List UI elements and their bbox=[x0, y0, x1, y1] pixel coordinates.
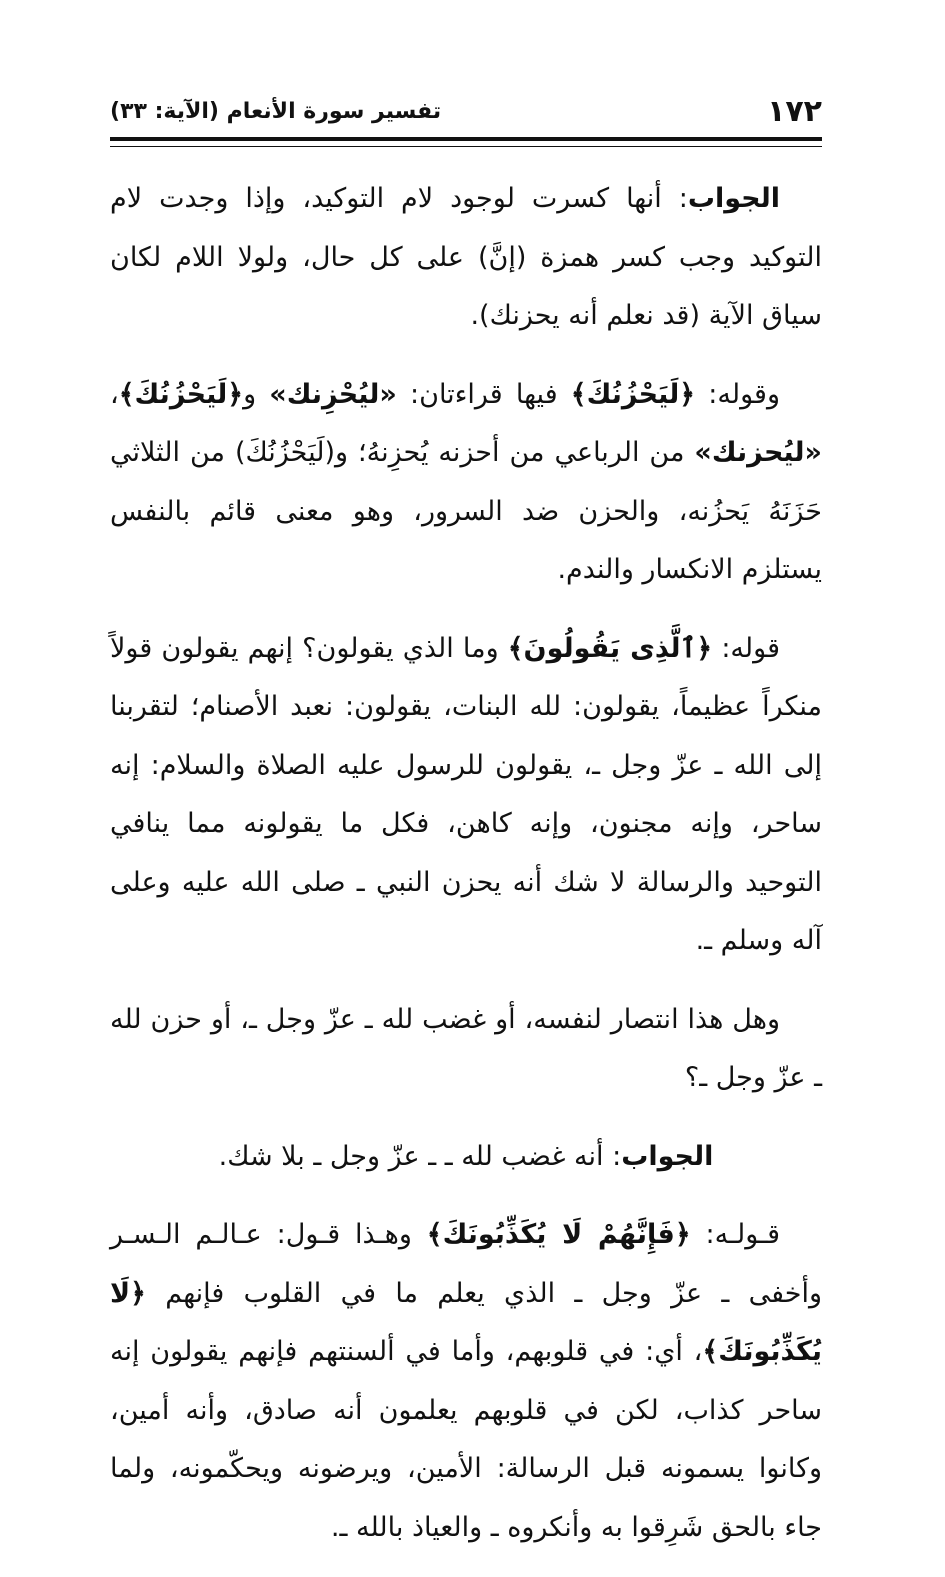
text-run: قوله: bbox=[712, 632, 780, 664]
quran-quote: ﴿لَيَحْزُنُكَ﴾ bbox=[118, 378, 244, 410]
page-header bbox=[110, 92, 822, 132]
text-run: و bbox=[243, 378, 270, 410]
text-run: قـولـه: bbox=[690, 1219, 781, 1250]
paragraph-p6 bbox=[110, 1206, 822, 1557]
paragraph-p2 bbox=[110, 366, 822, 600]
paragraph-p3 bbox=[110, 620, 822, 971]
text-run: من الرباعي من أحزنه يُحزِنهُ؛ و(لَيَحْزُنُكَ) من الثلاثي حَزَنَهُ يَحزُنه، والحزن ضد السرور، وهو معنى قائم بالنفس يستلزم الانكسار والندم. bbox=[110, 437, 822, 585]
text-run: وما الذي يقولون؟ إنهم يقولون قولاً منكراً عظيماً، يقولون: لله البنات، يقولون: نعبد الأصنام؛ لتقربنا إلى الله ـ عزّ وجل ـ، يقولون للرسول عليه الصلاة والسلام: إنه ساحر، وإنه مجنون، وإنه كاهن، فكل ما يقولونه مما ينافي التوحيد والرسالة لا شك أنه يحزن النبي ـ صلى الله عليه وعلى آله وسلم ـ. bbox=[110, 632, 822, 956]
quran-quote: ﴿فَإِنَّهُمْ لَا يُكَذِّبُونَكَ﴾ bbox=[426, 1219, 691, 1250]
quran-quote: ﴿ٱلَّذِى يَقُولُونَ﴾ bbox=[507, 632, 713, 664]
page-number: ١٧٢ bbox=[767, 94, 822, 129]
keyword-bold: الجواب bbox=[621, 1140, 714, 1172]
text-run: ، أي: في قلوبهم، وأما في ألسنتهم فإنهم يقولون إنه ساحر كذاب، لكن في قلوبهم يعلمون أنه صادق، وأنه أمين، وكانوا يسمونه قبل الرسالة: الأمين، ويرضونه ويحكّمونه، ولما جاء بالحق شَرِقوا به وأنكروه ـ والعياذ بالله ـ. bbox=[110, 1336, 822, 1543]
keyword-bold: «ليُحْزِنك» bbox=[269, 378, 397, 410]
quran-quote: ﴿لَا يُكَذِّبُونَكَ﴾ bbox=[110, 1277, 822, 1367]
paragraph-p1 bbox=[110, 170, 822, 346]
text-run: ، bbox=[110, 378, 119, 410]
paragraph-p4 bbox=[110, 991, 822, 1108]
body-text bbox=[110, 170, 822, 1577]
text-run: فيها قراءتان: bbox=[396, 378, 571, 410]
text-run: وهل هذا انتصار لنفسه، أو غضب لله ـ عزّ وجل ـ، أو حزن لله ـ عزّ وجل ـ؟ bbox=[110, 1003, 822, 1093]
text-run: : أنه غضب لله ـ ـ عزّ وجل ـ بلا شك. bbox=[218, 1140, 622, 1172]
quran-quote: ﴿لَيَحْزُنُكَ﴾ bbox=[570, 378, 696, 410]
text-run: وهـذا قـول: عـالـم الـسـر وأخفى ـ عزّ وجل ـ الذي يعلم ما في القلوب فإنهم bbox=[110, 1219, 822, 1309]
text-run: : أنها كسرت لوجود لام التوكيد، وإذا وجدت لام التوكيد وجب كسر همزة (إنَّ) على كل حال، ولولا اللام لكان سياق الآية (قد نعلم أنه يحزنك). bbox=[110, 183, 822, 331]
header-rule-thin bbox=[110, 146, 822, 147]
keyword-bold: الجواب bbox=[687, 183, 780, 214]
keyword-bold: «ليُحزنك» bbox=[694, 437, 822, 468]
running-title: تفسير سورة الأنعام (الآية: ٣٣) bbox=[110, 99, 442, 124]
text-run: وقوله: bbox=[695, 378, 780, 410]
paragraph-p5 bbox=[110, 1128, 822, 1187]
header-rule-thick bbox=[110, 137, 822, 141]
